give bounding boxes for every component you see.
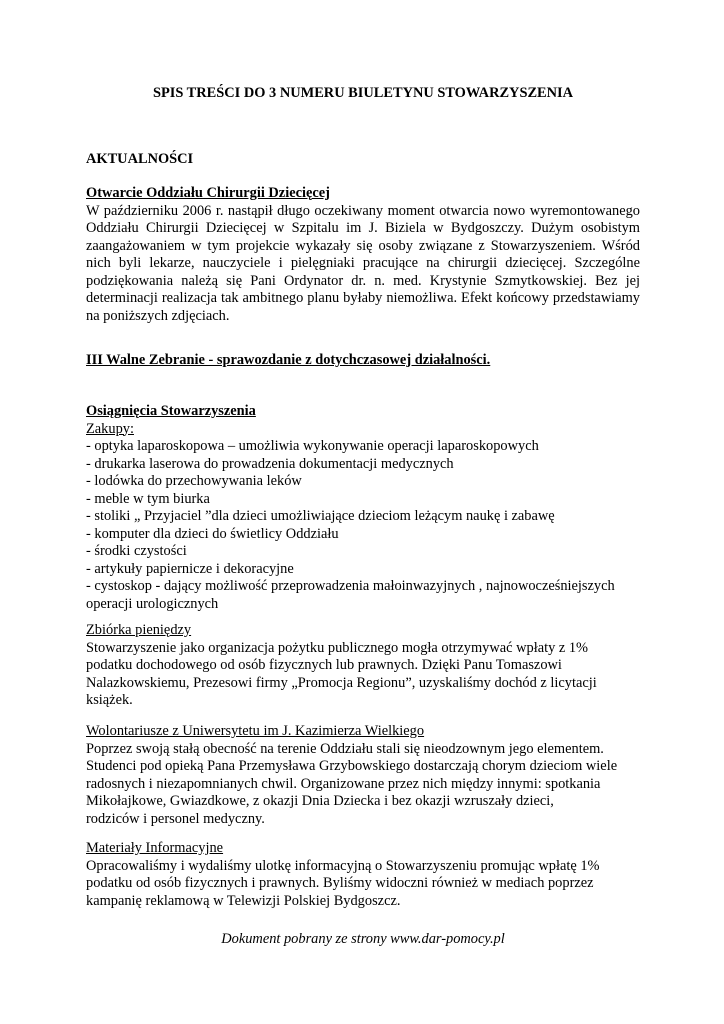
volunteers-line: Poprzez swoją stałą obecność na terenie Oddziału stali się nieodzownym jego elementem. <box>86 740 604 757</box>
materials-section <box>86 840 640 910</box>
achievements-section <box>86 403 640 613</box>
achievements-heading: Osiągnięcia Stowarzyszenia <box>86 403 256 419</box>
opening-section <box>86 185 640 325</box>
opening-heading: Otwarcie Oddziału Chirurgii Dziecięcej <box>86 185 330 201</box>
volunteers-line: Mikołajkowe, Gwiazdkowe, z okazji Dnia Dziecka i bez okazji wzruszały dzieci, <box>86 793 554 809</box>
opening-text: W październiku 2006 r. nastąpił długo oczekiwany moment otwarcia nowo wyremontowanego Oddziału Chirurgii Dziecięcej w Szpitalu im J. Biziela w Bydgoszczy. Dużym osobistym zaangażowaniem w tym projekcie wykazały się osoby związane z Stowarzyszeniem. Wśród nich byli lekarze, nauczyciele i pielęgniaki pracujące na chirurgii dziecięcej. Szczególne podziękowania należą się Pani Ordynator dr. n. med. Krystynie Szmytkowskiej. Bez jej determinacji realizacja tak ambitnego planu byłaby niemożliwa. Efekt końcowy przedstawiamy na poniższych zdjęciach. <box>86 202 640 324</box>
fundraising-line: książek. <box>86 692 133 708</box>
list-item: - lodówka do przechowywania leków <box>86 473 302 489</box>
volunteers-line: radosnych i niezapomnianych chwil. Organizowane przez nich między innymi: spotkania <box>86 775 601 792</box>
list-item: - cystoskop - dający możliwość przeprowadzenia małoinwazyjnych , najnowocześniejszych <box>86 578 615 594</box>
volunteers-line: Studenci pod opieką Pana Przemysława Grzybowskiego dostarczają chorym dzieciom wiele <box>86 758 618 774</box>
fundraising-section <box>86 622 640 710</box>
volunteers-section <box>86 723 640 828</box>
list-item: - środki czystości <box>86 543 187 559</box>
list-item: - meble w tym biurka <box>86 490 210 507</box>
list-item: - artykuły papiernicze i dekoracyjne <box>86 560 294 577</box>
meeting-section <box>86 352 640 370</box>
purchases-list <box>86 438 640 613</box>
list-item: - stoliki „ Przyjaciel ”dla dzieci umożliwiające dzieciom leżącym naukę i zabawę <box>86 508 555 524</box>
fundraising-heading: Zbiórka pieniędzy <box>86 622 192 638</box>
footer-source: Dokument pobrany ze strony www.dar-pomocy.pl <box>221 931 505 947</box>
materials-line: kampanię reklamową w Telewizji Polskiej Bydgoszcz. <box>86 892 401 909</box>
page-title: SPIS TREŚCI DO 3 NUMERU BIULETYNU STOWARZYSZENIA <box>152 85 574 101</box>
meeting-heading: III Walne Zebranie - sprawozdanie z dotychczasowej działalności. <box>86 352 491 368</box>
fundraising-line: Nalazkowskiemu, Prezesowi firmy „Promocja Regionu”, uzyskaliśmy dochód z licytacji <box>86 674 597 691</box>
purchases-label: Zakupy: <box>86 420 134 437</box>
volunteers-line: rodziców i personel medyczny. <box>86 810 265 827</box>
news-heading: AKTUALNOŚCI <box>86 151 194 167</box>
fundraising-line: Stowarzyszenie jako organizacja pożytku publicznego mogła otrzymywać wpłaty z 1% <box>86 639 589 656</box>
materials-line: Opracowaliśmy i wydaliśmy ulotkę informacyjną o Stowarzyszeniu promując wpłatę 1% <box>86 857 600 874</box>
list-item: - drukarka laserowa do prowadzenia dokumentacji medycznych <box>86 455 454 472</box>
list-item-continuation: operacji urologicznych <box>86 595 219 612</box>
materials-heading: Materiały Informacyjne <box>86 840 224 856</box>
fundraising-line: podatku dochodowego od osób fizycznych lub prawnych. Dzięki Panu Tomaszowi <box>86 657 562 673</box>
list-item: - komputer dla dzieci do świetlicy Oddziału <box>86 525 339 542</box>
list-item: - optyka laparoskopowa – umożliwia wykonywanie operacji laparoskopowych <box>86 438 539 454</box>
volunteers-heading: Wolontariusze z Uniwersytetu im J. Kazimierza Wielkiego <box>86 723 425 739</box>
materials-line: podatku od osób fizycznych i prawnych. Byliśmy widoczni również w mediach poprzez <box>86 875 594 891</box>
